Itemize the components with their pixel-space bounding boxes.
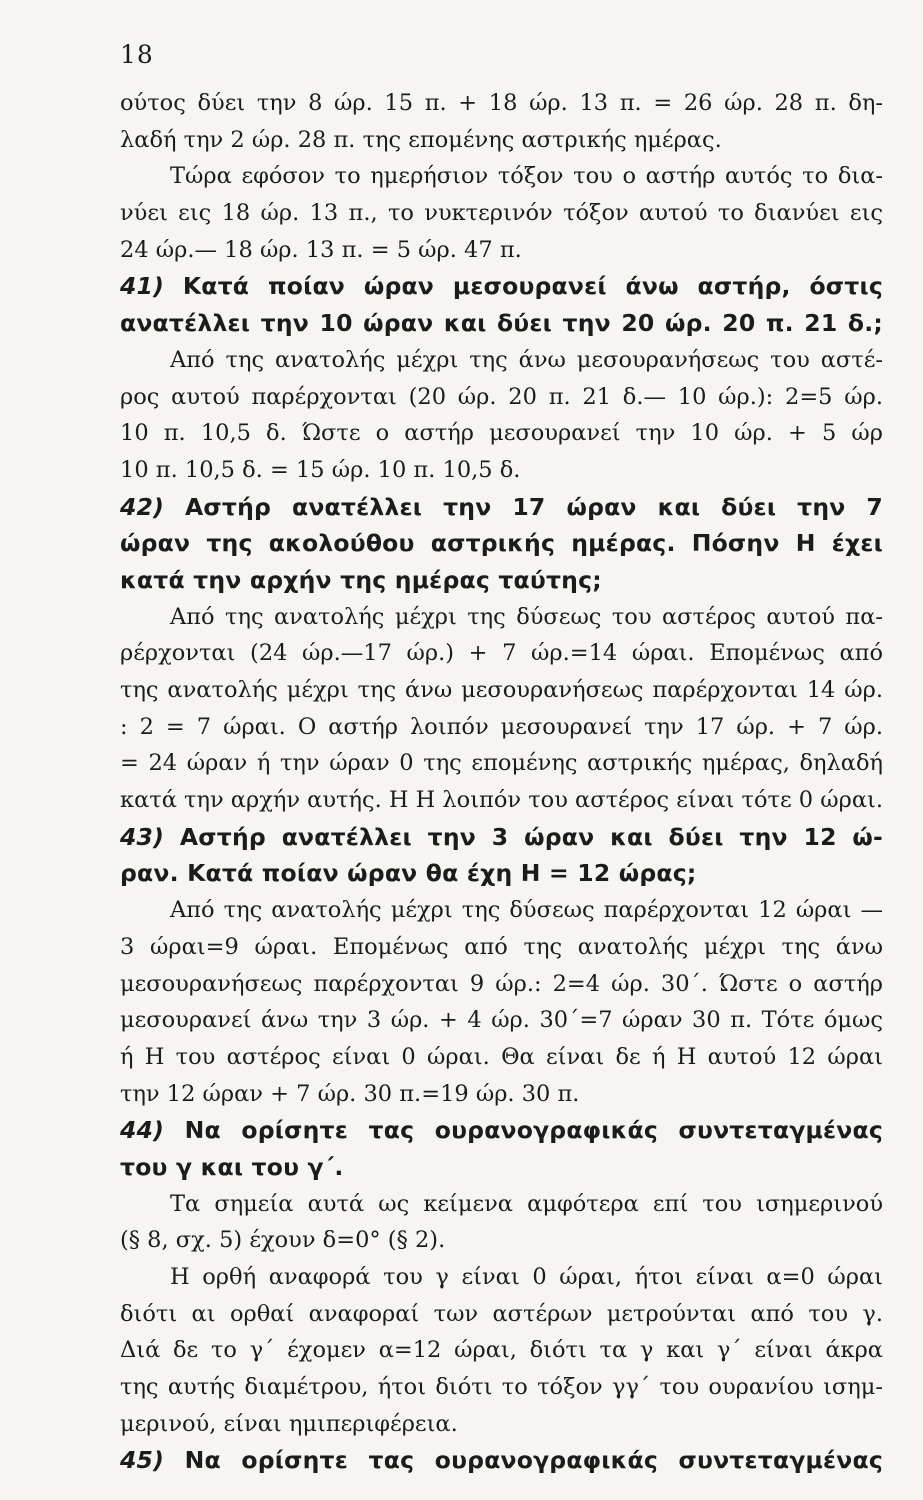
exercise-number: 44): [120, 1116, 165, 1145]
line-text: Κατά ποίαν ώραν μεσουρανεί άνω αστήρ, όστις: [182, 272, 883, 301]
text-line: [120, 415, 883, 452]
text-line: [120, 672, 883, 709]
line-text: της αυτής διαμέτρου, ήτοι διότι το τόξον γγ΄ του ουρανίου ισημ-: [120, 1374, 883, 1401]
text-line: [120, 1369, 883, 1406]
line-text: Η ορθή αναφορά του γ είναι 0 ώραι, ήτοι είναι α=0 ώραι: [170, 1264, 883, 1290]
line-text: διότι αι ορθαί αναφοραί των αστέρων μετρούνται από του γ.: [120, 1300, 883, 1327]
exercise-number: 41): [120, 272, 165, 301]
text-line: [120, 122, 883, 159]
line-text: ούτος δύει την 8 ώρ. 15 π. + 18 ώρ. 13 π. = 26 ώρ. 28 π. δη-: [120, 90, 883, 116]
text-line: [120, 342, 883, 379]
line-text: κατά την αρχήν της ημέρας ταύτης;: [120, 565, 602, 594]
text-line: [120, 599, 883, 636]
line-text: ραν. Κατά ποίαν ώραν θα έχη Η = 12 ώρας;: [120, 859, 697, 888]
text-line: [120, 452, 883, 489]
exercise-heading-line: [120, 305, 883, 342]
text-line: [120, 158, 883, 195]
line-text: την 12 ώραν + 7 ώρ. 30 π.=19 ώρ. 30 π.: [120, 1080, 580, 1107]
text-line: [120, 1039, 883, 1076]
line-text: Από της ανατολής μέχρι της δύσεως του αστέρος αυτού πα-: [170, 603, 883, 630]
line-text: ώραν της ακολούθου αστρικής ημέρας. Πόσην Η έχει: [120, 529, 883, 558]
line-text: Τα σημεία αυτά ως κείμενα αμφότερα επί του ισημερινού: [170, 1190, 883, 1217]
exercise-heading-line: [120, 855, 883, 892]
text-line: [120, 232, 883, 269]
exercise-number: 45): [120, 1446, 165, 1475]
exercise-number: 42): [120, 492, 165, 521]
text-line: [120, 782, 883, 819]
text-line: [120, 195, 883, 232]
text-line: [120, 929, 883, 966]
exercise-heading-line: [120, 1149, 883, 1186]
line-text: Αστήρ ανατέλλει την 3 ώραν και δύει την 12 ώ-: [179, 822, 883, 851]
exercise-heading-line: [120, 1112, 883, 1149]
text-line: [120, 1406, 883, 1443]
text-line: [120, 1002, 883, 1039]
line-text: Διά δε το γ΄ έχομεν α=12 ώραι, διότι τα γ και γ΄ είναι άκρα: [120, 1337, 883, 1364]
line-text: Να ορίσητε τας ουρανογραφικάς συντεταγμένας: [184, 1116, 883, 1145]
line-text: Από της ανατολής μέχρι της άνω μεσουρανήσεως του αστέ-: [170, 346, 883, 373]
text-line: [120, 1259, 883, 1296]
exercise-heading-line: [120, 562, 883, 599]
page-number: 18: [120, 40, 154, 69]
exercise-number: 43): [120, 822, 165, 851]
line-text: Να ορίσητε τας ουρανογραφικάς συντεταγμένας: [184, 1446, 883, 1475]
line-text: Τώρα εφόσον το ημερήσιον τόξον του ο αστήρ αυτός το δια-: [170, 163, 883, 190]
text-line: [120, 966, 883, 1003]
line-text: ρος αυτού παρέρχονται (20 ώρ. 20 π. 21 δ.— 10 ώρ.): 2=5 ώρ.: [120, 383, 883, 410]
text-line: [120, 1332, 883, 1369]
line-text: 10 π. 10,5 δ. Ώστε ο αστήρ μεσουρανεί την 10 ώρ. + 5 ώρ: [120, 420, 883, 447]
text-line: [120, 1222, 883, 1259]
line-text: του γ και του γ΄.: [120, 1152, 344, 1181]
line-text: Αστήρ ανατέλλει την 17 ώραν και δύει την 7: [185, 492, 883, 521]
text-line: [120, 635, 883, 672]
exercise-heading-line: [120, 525, 883, 562]
line-text: ανατέλλει την 10 ώραν και δύει την 20 ώρ. 20 π. 21 δ.;: [120, 309, 883, 338]
exercise-heading-line: [120, 268, 883, 305]
line-text: μερινού, είναι ημιπεριφέρεια.: [120, 1410, 458, 1437]
line-text: ή Η του αστέρος είναι 0 ώραι. Θα είναι δε ή Η αυτού 12 ώραι: [120, 1043, 883, 1070]
text-line: [120, 1186, 883, 1223]
line-text: νύει εις 18 ώρ. 13 π., το νυκτερινόν τόξον αυτού το διανύει εις: [120, 200, 883, 227]
text-line: [120, 892, 883, 929]
exercise-heading-line: [120, 819, 883, 856]
line-text: (§ 8, σχ. 5) έχουν δ=0° (§ 2).: [120, 1227, 446, 1254]
line-text: λαδή την 2 ώρ. 28 π. της επομένης αστρικής ημέρας.: [120, 126, 722, 153]
line-text: της ανατολής μέχρι της άνω μεσουρανήσεως παρέρχονται 14 ώρ.: [120, 677, 883, 703]
line-text: 10 π. 10,5 δ. = 15 ώρ. 10 π. 10,5 δ.: [120, 456, 521, 483]
line-text: 24 ώρ.— 18 ώρ. 13 π. = 5 ώρ. 47 π.: [120, 236, 522, 263]
exercise-heading-line: [120, 1442, 883, 1479]
line-text: Από της ανατολής μέχρι της δύσεως παρέρχονται 12 ώραι —: [170, 897, 883, 924]
line-text: ρέρχονται (24 ώρ.—17 ώρ.) + 7 ώρ.=14 ώραι. Επομένως από: [120, 640, 883, 667]
line-text: : 2 = 7 ώραι. Ο αστήρ λοιπόν μεσουρανεί την 17 ώρ. + 7 ώρ.: [120, 713, 883, 740]
line-text: = 24 ώραν ή την ώραν 0 της επομένης αστρικής ημέρας, δηλαδή: [120, 750, 883, 777]
text-line: [120, 379, 883, 416]
text-line: [120, 1076, 883, 1113]
line-text: 3 ώραι=9 ώραι. Επομένως από της ανατολής μέχρι της άνω: [120, 933, 883, 960]
line-text: κατά την αρχήν αυτής. Η Η λοιπόν του αστέρος είναι τότε 0 ώραι.: [120, 787, 883, 814]
text-line: [120, 85, 883, 122]
page-text: [120, 85, 883, 1479]
text-line: [120, 1296, 883, 1333]
text-line: [120, 709, 883, 746]
text-line: [120, 745, 883, 782]
line-text: μεσουρανήσεως παρέρχονται 9 ώρ.: 2=4 ώρ. 30΄. Ώστε ο αστήρ: [120, 970, 883, 997]
exercise-heading-line: [120, 489, 883, 526]
line-text: μεσουρανεί άνω την 3 ώρ. + 4 ώρ. 30΄=7 ώραν 30 π. Τότε όμως: [120, 1007, 883, 1034]
